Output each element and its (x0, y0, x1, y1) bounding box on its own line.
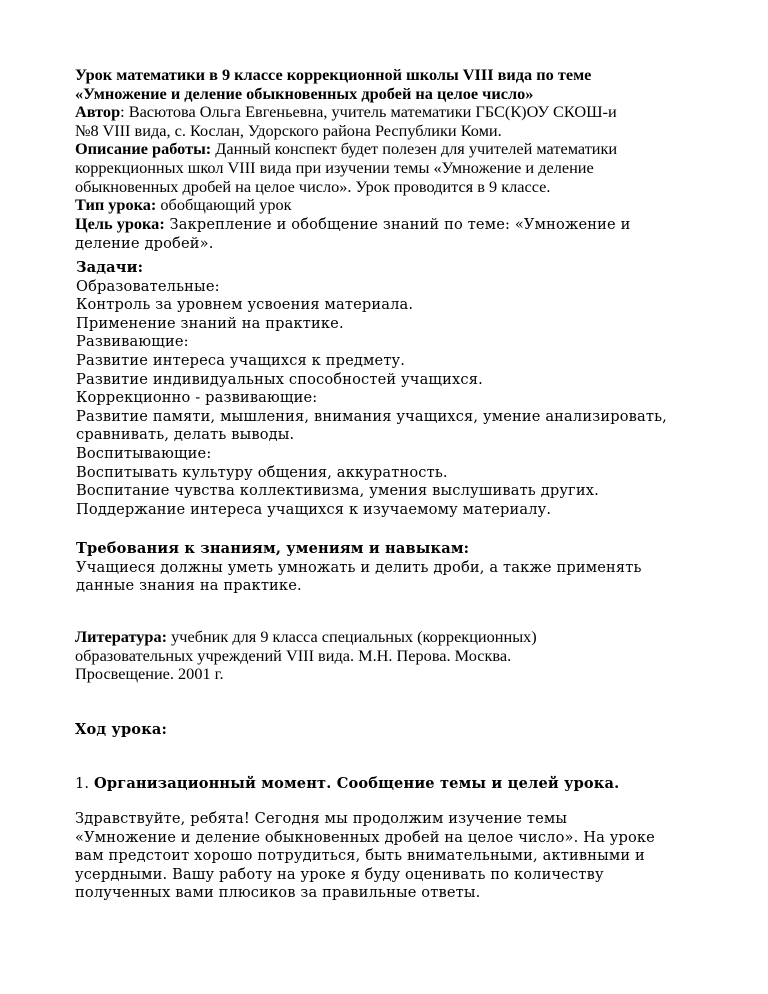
literature-text: учебник для 9 класса специальных (коррекционных) (167, 627, 537, 646)
lesson-type-label: Тип урока: (75, 195, 157, 215)
description-line (75, 140, 705, 159)
title-line-2: «Умножение и деление обыкновенных дробей на целое число» (75, 83, 534, 103)
goal-block (75, 215, 705, 253)
stage1-line: полученных вами плюсиков за правильные ответы. (75, 884, 481, 902)
task-line: Поддержание интереса учащихся к изучаемому материалу. (76, 500, 552, 518)
task-line: Воспитывающие: (76, 444, 212, 462)
author-text: : Васютова Ольга Евгеньевна, учитель математики ГБС(К)ОУ СКОШ-и (120, 102, 617, 122)
document-header (75, 66, 705, 215)
tasks-heading: Задачи: (76, 259, 144, 276)
task-line: Воспитывать культуру общения, аккуратность. (76, 463, 448, 481)
goal-line-2: деление дробей». (75, 234, 214, 252)
task-line: сравнивать, делать выводы. (76, 426, 295, 444)
lesson-flow-block (75, 721, 705, 740)
stage1-line: вам предстоит хорошо потрудиться, быть внимательными, активными и (75, 847, 645, 865)
stage1-heading-block (75, 775, 705, 794)
task-line: Развитие интереса учащихся к предмету. (76, 351, 406, 369)
requirements-block (76, 540, 706, 596)
task-line: Контроль за уровнем усвоения материала. (76, 296, 414, 314)
title-line-1: Урок математики в 9 классе коррекционной школы VIII вида по теме (75, 65, 592, 84)
task-line: Применение знаний на практике. (76, 314, 344, 332)
stage1-heading (75, 775, 705, 794)
stage1-text-block (75, 810, 705, 903)
author-line (75, 103, 705, 122)
stage1-line: усердными. Вашу работу на уроке я буду оценивать по количеству (75, 865, 604, 883)
description-text: Данный конспект будет полезен для учителей математики (211, 139, 618, 159)
literature-block (75, 628, 705, 684)
description-line-3: обыкновенных дробей на целое число». Урок проводится в 9 классе. (75, 176, 551, 196)
task-line: Развитие индивидуальных способностей учащихся. (76, 370, 483, 388)
goal-line (75, 215, 705, 235)
literature-line (75, 628, 705, 647)
task-line: Коррекционно - развивающие: (76, 389, 318, 407)
author-line-2: №8 VIII вида, с. Кослан, Удорского района Республики Коми. (75, 120, 502, 140)
goal-label: Цель урока: (75, 214, 165, 233)
task-line: Развитие памяти, мышления, внимания учащихся, умение анализировать, (76, 407, 667, 425)
literature-line-3: Просвещение. 2001 г. (75, 664, 224, 684)
stage1-line: Здравствуйте, ребята! Сегодня мы продолжим изучение темы (75, 810, 568, 827)
description-line-2: коррекционных школ VIII вида при изучении темы «Умножение и деление (75, 157, 594, 177)
requirements-line-2: данные знания на практике. (76, 577, 302, 595)
literature-line-2: образовательных учреждений VIII вида. М.Н. Перова. Москва. (75, 645, 512, 665)
stage1-title: Организационный момент. Сообщение темы и целей урока. (94, 775, 620, 792)
stage1-line: «Умножение и деление обыкновенных дробей на целое число». На уроке (75, 828, 655, 846)
literature-label: Литература: (75, 627, 168, 646)
requirements-heading: Требования к знаниям, умениям и навыкам: (76, 540, 470, 557)
author-label: Автор (75, 102, 121, 122)
lesson-flow-heading: Ход урока: (75, 721, 168, 738)
requirements-line-1: Учащиеся должны уметь умножать и делить дроби, а также применять (76, 558, 642, 576)
tasks-block (76, 259, 706, 519)
stage1-number: 1. (75, 775, 95, 792)
lesson-type-line (75, 196, 705, 215)
task-line: Развивающие: (76, 333, 189, 351)
description-label: Описание работы: (75, 139, 212, 159)
lesson-type-text: обобщающий урок (156, 195, 292, 215)
goal-text: Закрепление и обобщение знаний по теме: «Умножение и (164, 216, 631, 233)
task-line: Образовательные: (76, 277, 220, 295)
task-line: Воспитание чувства коллективизма, умения выслушивать других. (76, 482, 599, 500)
